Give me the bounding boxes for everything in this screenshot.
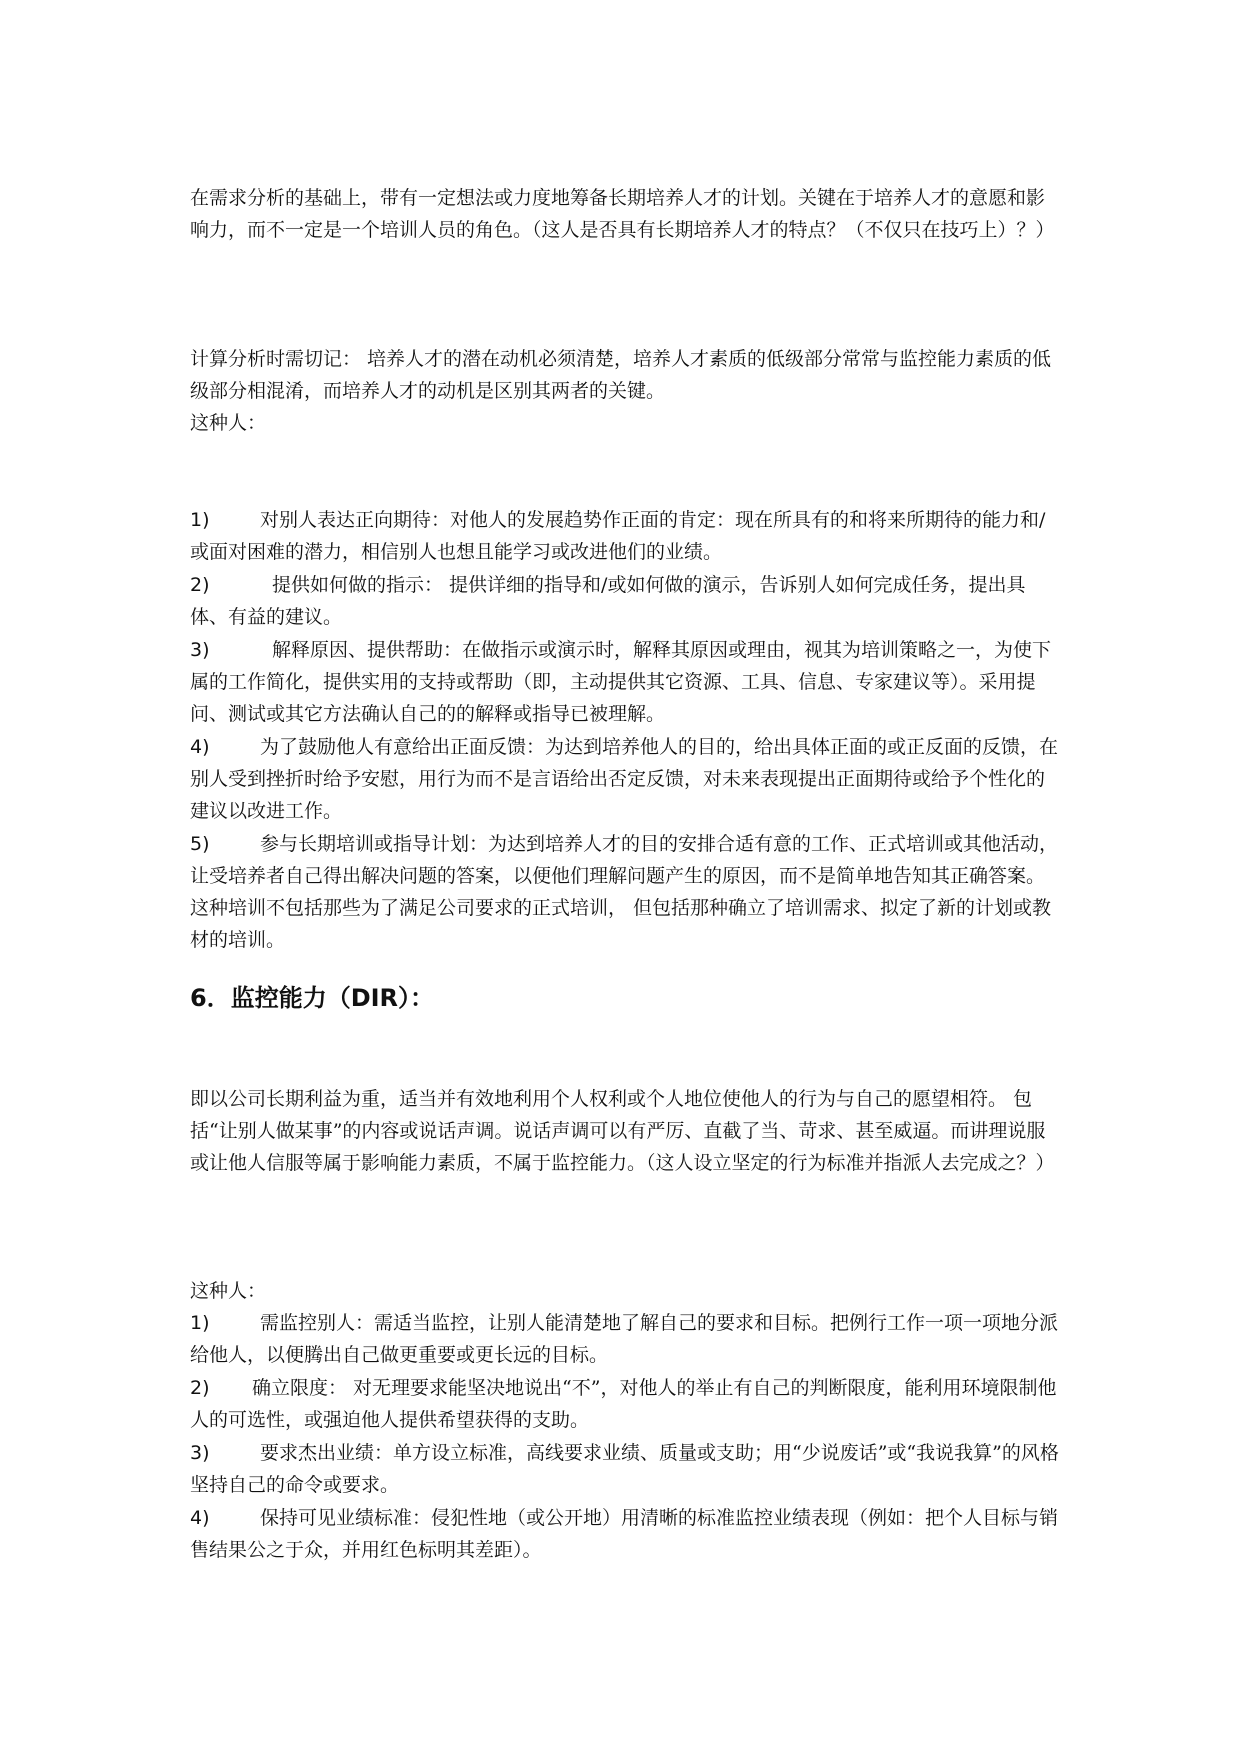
list-text: 解释原因、提供帮助：在做指示或演示时，解释其原因或理由，视其为培训策略之一，为使下属的工作简化，提供实用的支持或帮助（即，主动提供其它资源、工具、信息、专家建议等）。采用提问、测试或其它方法确认自己的的解释或指导已被理解。 <box>190 639 1052 725</box>
list-number: 5) <box>190 833 210 855</box>
list1-item-4 <box>190 731 1060 827</box>
list-text: 确立限度： 对无理要求能坚决地说出“不”，对他人的举止有自己的判断限度，能利用环境限制他人的可选性，或强迫他人提供希望获得的支助。 <box>190 1377 1057 1431</box>
list-number: 1) <box>190 1312 210 1334</box>
list-text: 提供如何做的指示： 提供详细的指导和/或如何做的演示，告诉别人如何完成任务，提出具体、有益的建议。 <box>190 574 1026 628</box>
intro-paragraph-1: 在需求分析的基础上，带有一定想法或力度地筹备长期培养人才的计划。关键在于培养人才的意愿和影响力，而不一定是一个培训人员的角色。（这人是否具有长期培养人才的特点？（不仅只在技巧上）？） <box>190 187 1055 241</box>
list-number: 4) <box>190 1507 210 1529</box>
list-text: 参与长期培训或指导计划：为达到培养人才的目的安排合适有意的工作、正式培训或其他活动，让受培养者自己得出解决问题的答案，以便他们理解问题产生的原因，而不是简单地告知其正确答案。这种培训不包括那些为了满足公司要求的正式培训， 但包括那种确立了培训需求、拟定了新的计划或教材的培训。 <box>190 833 1059 951</box>
list2-item-1 <box>190 1307 1060 1371</box>
list1-item-3 <box>190 634 1060 730</box>
list2-item-3 <box>190 1437 1060 1501</box>
list-text: 需监控别人：需适当监控，让别人能清楚地了解自己的要求和目标。把例行工作一项一项地分派给他人，以便腾出自己做更重要或更长远的目标。 <box>190 1312 1059 1366</box>
list-number: 2) <box>190 1377 210 1399</box>
list-number: 3) <box>190 639 210 661</box>
list2-item-2 <box>190 1372 1060 1436</box>
list-number: 1) <box>190 509 210 531</box>
list-text: 为了鼓励他人有意给出正面反馈：为达到培养他人的目的，给出具体正面的或正反面的反馈，在别人受到挫折时给予安慰，用行为而不是言语给出否定反馈，对未来表现提出正面期待或给予个性化的建议以改进工作。 <box>190 736 1059 822</box>
list-number: 3) <box>190 1442 210 1464</box>
section-heading: 6．监控能力（DIR）： <box>190 984 435 1012</box>
section6-this-kind-label: 这种人： <box>190 1280 267 1302</box>
section6-paragraph: 即以公司长期利益为重，适当并有效地利用个人权利或个人地位使他人的行为与自己的愿望相符。 包括“让别人做某事”的内容或说话声调。说话声调可以有严厉、直截了当、苛求、甚至威逼。而讲理说服或让他人信服等属于影响能力素质，不属于监控能力。（这人设立坚定的行为标准并指派人去完成之？） <box>190 1088 1055 1174</box>
list-number: 4) <box>190 736 210 758</box>
list1-item-1 <box>190 504 1060 568</box>
list-text: 要求杰出业绩：单方设立标准，高线要求业绩、质量或支助；用“少说废话”或“我说我算”的风格坚持自己的命令或要求。 <box>190 1442 1059 1496</box>
intro-this-kind-label: 这种人： <box>190 412 267 434</box>
list-text: 对别人表达正向期待：对他人的发展趋势作正面的肯定：现在所具有的和将来所期待的能力和/或面对困难的潜力，相信别人也想且能学习或改进他们的业绩。 <box>190 509 1046 563</box>
list-text: 保持可见业绩标准：侵犯性地（或公开地）用清晰的标准监控业绩表现（例如：把个人目标与销售结果公之于众，并用红色标明其差距）。 <box>190 1507 1059 1561</box>
list-number: 2) <box>190 574 210 596</box>
list1-item-2 <box>190 569 1060 633</box>
list2-item-4 <box>190 1502 1060 1566</box>
list1-item-5 <box>190 828 1060 956</box>
intro-paragraph-2: 计算分析时需切记： 培养人才的潜在动机必须清楚，培养人才素质的低级部分常常与监控能力素质的低级部分相混淆，而培养人才的动机是区别其两者的关键。 <box>190 348 1052 402</box>
